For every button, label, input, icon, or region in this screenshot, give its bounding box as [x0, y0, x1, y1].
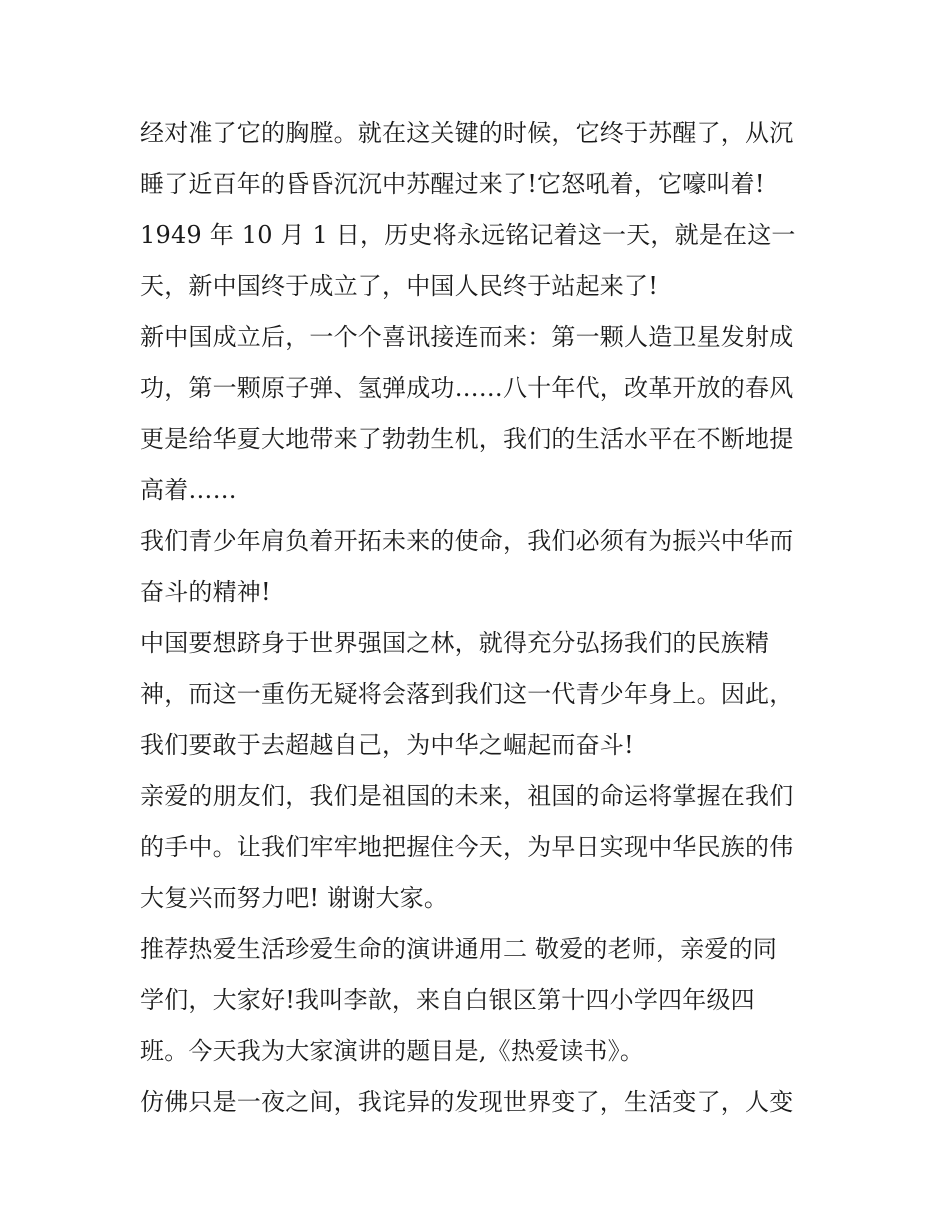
text-line: 大复兴而努力吧! 谢谢大家。 [140, 884, 449, 912]
text-line: 经对准了它的胸膛。就在这关键的时候，它终于苏醒了，从沉 [140, 119, 794, 147]
text-line: 睡了近百年的昏昏沉沉中苏醒过来了!它怒吼着，它嚎叫着! [140, 170, 765, 198]
text-line: 推荐热爱生活珍爱生命的演讲通用二 敬爱的老师，亲爱的同 [140, 935, 778, 963]
text-line: 中国要想跻身于世界强国之林，就得充分弘扬我们的民族精 [140, 629, 770, 657]
text-line: 的手中。让我们牢牢地把握住今天，为早日实现中华民族的伟 [140, 833, 794, 861]
body-text [140, 108, 840, 1128]
text-line: 高着…… [140, 476, 237, 504]
text-line: 奋斗的精神! [140, 578, 271, 606]
text-line: 1949 年 10 月 1 日，历史将永远铭记着这一天，就是在这一 [140, 221, 796, 249]
text-line: 班。今天我为大家演讲的题目是,《热爱读书》。 [140, 1037, 645, 1065]
text-line: 天，新中国终于成立了，中国人民终于站起来了! [140, 272, 659, 300]
text-line: 功，第一颗原子弹、氢弹成功……八十年代，改革开放的春风 [140, 374, 794, 402]
text-line: 神，而这一重伤无疑将会落到我们这一代青少年身上。因此， [140, 680, 794, 708]
text-line: 学们，大家好!我叫李歆，来自白银区第十四小学四年级四 [140, 986, 755, 1014]
text-line: 新中国成立后，一个个喜讯接连而来：第一颗人造卫星发射成 [140, 323, 794, 351]
text-line: 亲爱的朋友们，我们是祖国的未来，祖国的命运将掌握在我们 [140, 782, 794, 810]
text-line: 我们青少年肩负着开拓未来的使命，我们必须有为振兴中华而 [140, 527, 794, 555]
text-line: 更是给华夏大地带来了勃勃生机，我们的生活水平在不断地提 [140, 425, 794, 453]
text-line: 仿佛只是一夜之间，我诧异的发现世界变了，生活变了，人变 [140, 1088, 794, 1116]
text-line: 我们要敢于去超越自己，为中华之崛起而奋斗! [140, 731, 634, 759]
